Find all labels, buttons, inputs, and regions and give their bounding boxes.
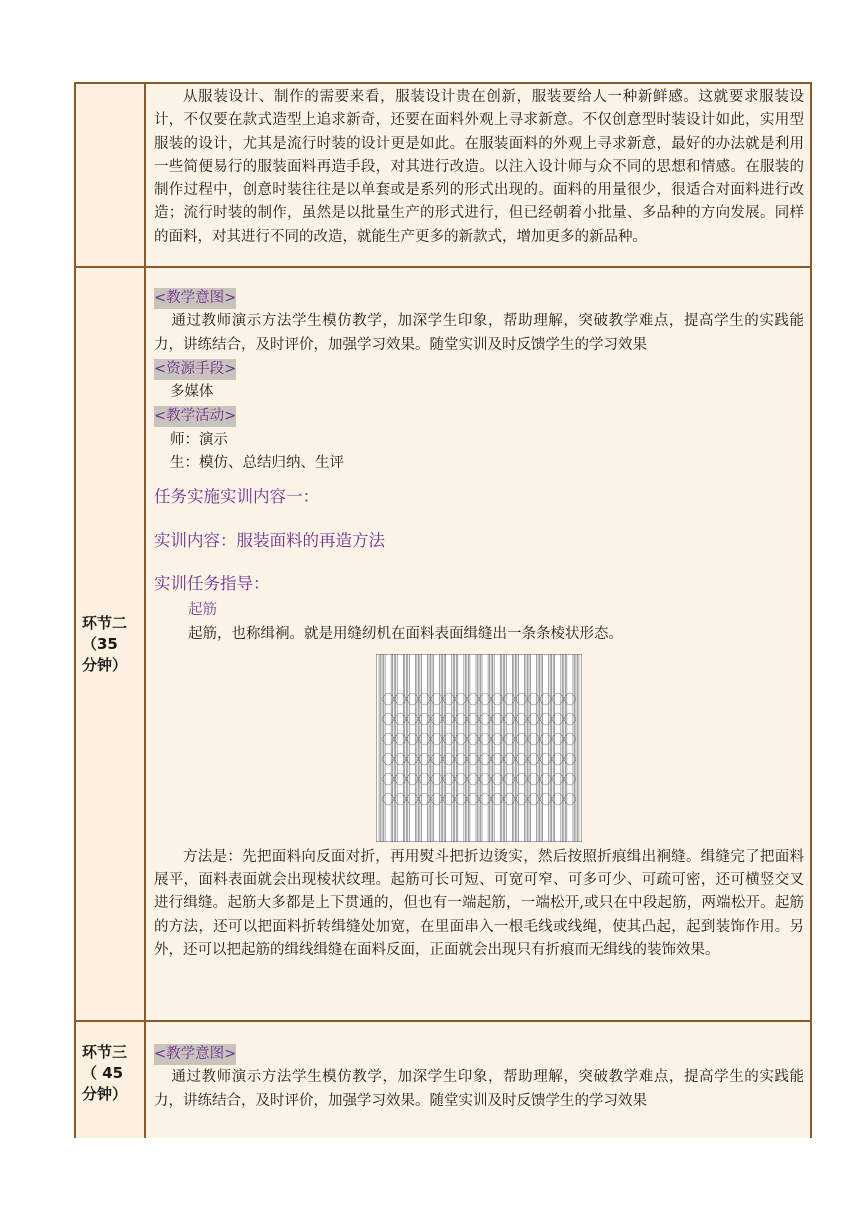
intent-tag: <教学意图> bbox=[154, 288, 236, 309]
activity-teacher: 师：演示 bbox=[170, 431, 228, 448]
row-label bbox=[76, 268, 146, 1020]
row-content bbox=[146, 268, 810, 1020]
row-label-empty bbox=[76, 84, 146, 266]
activity-tag: <教学活动> bbox=[154, 406, 236, 427]
subheading-qijin: 起筋 bbox=[188, 602, 217, 619]
table-row bbox=[74, 82, 812, 266]
lesson-table bbox=[74, 82, 812, 1138]
stage-label: 环节二（35 分钟） bbox=[82, 614, 128, 674]
row-content bbox=[146, 1022, 810, 1138]
content-heading: 实训内容：服装面料的再造方法 bbox=[154, 530, 385, 550]
table-row bbox=[74, 1020, 812, 1138]
guide-heading: 实训任务指导： bbox=[154, 573, 270, 593]
intent-text: 通过教师演示方法学生模仿教学，加深学生印象，帮助理解，突破教学难点，提高学生的实践能力，讲练结合，及时评价，加强学习效果。随堂实训及时反馈学生的学习效果 bbox=[154, 1069, 804, 1109]
intent-text: 通过教师演示方法学生模仿教学，加深学生印象，帮助理解，突破教学难点，提高学生的实践能力，讲练结合，及时评价，加强学习效果。随堂实训及时反馈学生的学习效果 bbox=[154, 313, 804, 353]
intent-tag: <教学意图> bbox=[154, 1044, 236, 1065]
definition-text: 起筋，也称缉裥。就是用缝纫机在面料表面缉缝出一条条棱状形态。 bbox=[188, 625, 623, 642]
method-text: 方法是：先把面料向反面对折，再用熨斗把折边烫实，然后按照折痕缉出裥缝。缉缝完了把面料展平，面料表面就会出现棱状纹理。起筋可长可短、可宽可窄、可多可少、可疏可密，还可横竖交叉进行缉缝。起筋大多都是上下贯通的，但也有一端起筋，一端松开,或只在中段起筋，两端松开。起筋的方法，还可以把面料折转缉缝处加宽，在里面串入一根毛线或线绳，使其凸起，起到装饰作用。另外，还可以把起筋的缉线缉缝在面料反面，正面就会出现只有折痕而无缉线的装饰效果。 bbox=[154, 848, 804, 959]
pintuck-fabric-image bbox=[376, 654, 582, 842]
table-row bbox=[74, 266, 812, 1020]
row-content bbox=[146, 84, 810, 266]
intro-paragraph: 从服装设计、制作的需要来看，服装设计贵在创新，服装要给人一种新鲜感。这就要求服装设计，不仅要在款式造型上追求新奇，还要在面料外观上寻求新意。不仅创意型时装设计如此，实用型服装的设计，尤其是流行时装的设计更是如此。在服装面料的外观上寻求新意，最好的办法就是利用一些简便易行的服装面料再造手段，对其进行改造。以注入设计师与众不同的思想和情感。在服装的制作过程中，创意时装往往是以单套或是系列的形式出现的。面料的用量很少，很适合对面料进行改造；流行时装的制作，虽然是以批量生产的形式进行，但已经朝着小批量、多品种的方向发展。同样的面料，对其进行不同的改造，就能生产更多的新款式，增加更多的新品种。 bbox=[154, 89, 804, 245]
activity-student: 生：模仿、总结归纳、生评 bbox=[170, 455, 344, 472]
resource-text: 多媒体 bbox=[170, 384, 214, 401]
row-label bbox=[76, 1022, 146, 1138]
resource-tag: <资源手段> bbox=[154, 359, 236, 380]
task-heading: 任务实施实训内容一： bbox=[154, 487, 319, 507]
stage-label: 环节三（ 45 分钟） bbox=[82, 1043, 128, 1103]
